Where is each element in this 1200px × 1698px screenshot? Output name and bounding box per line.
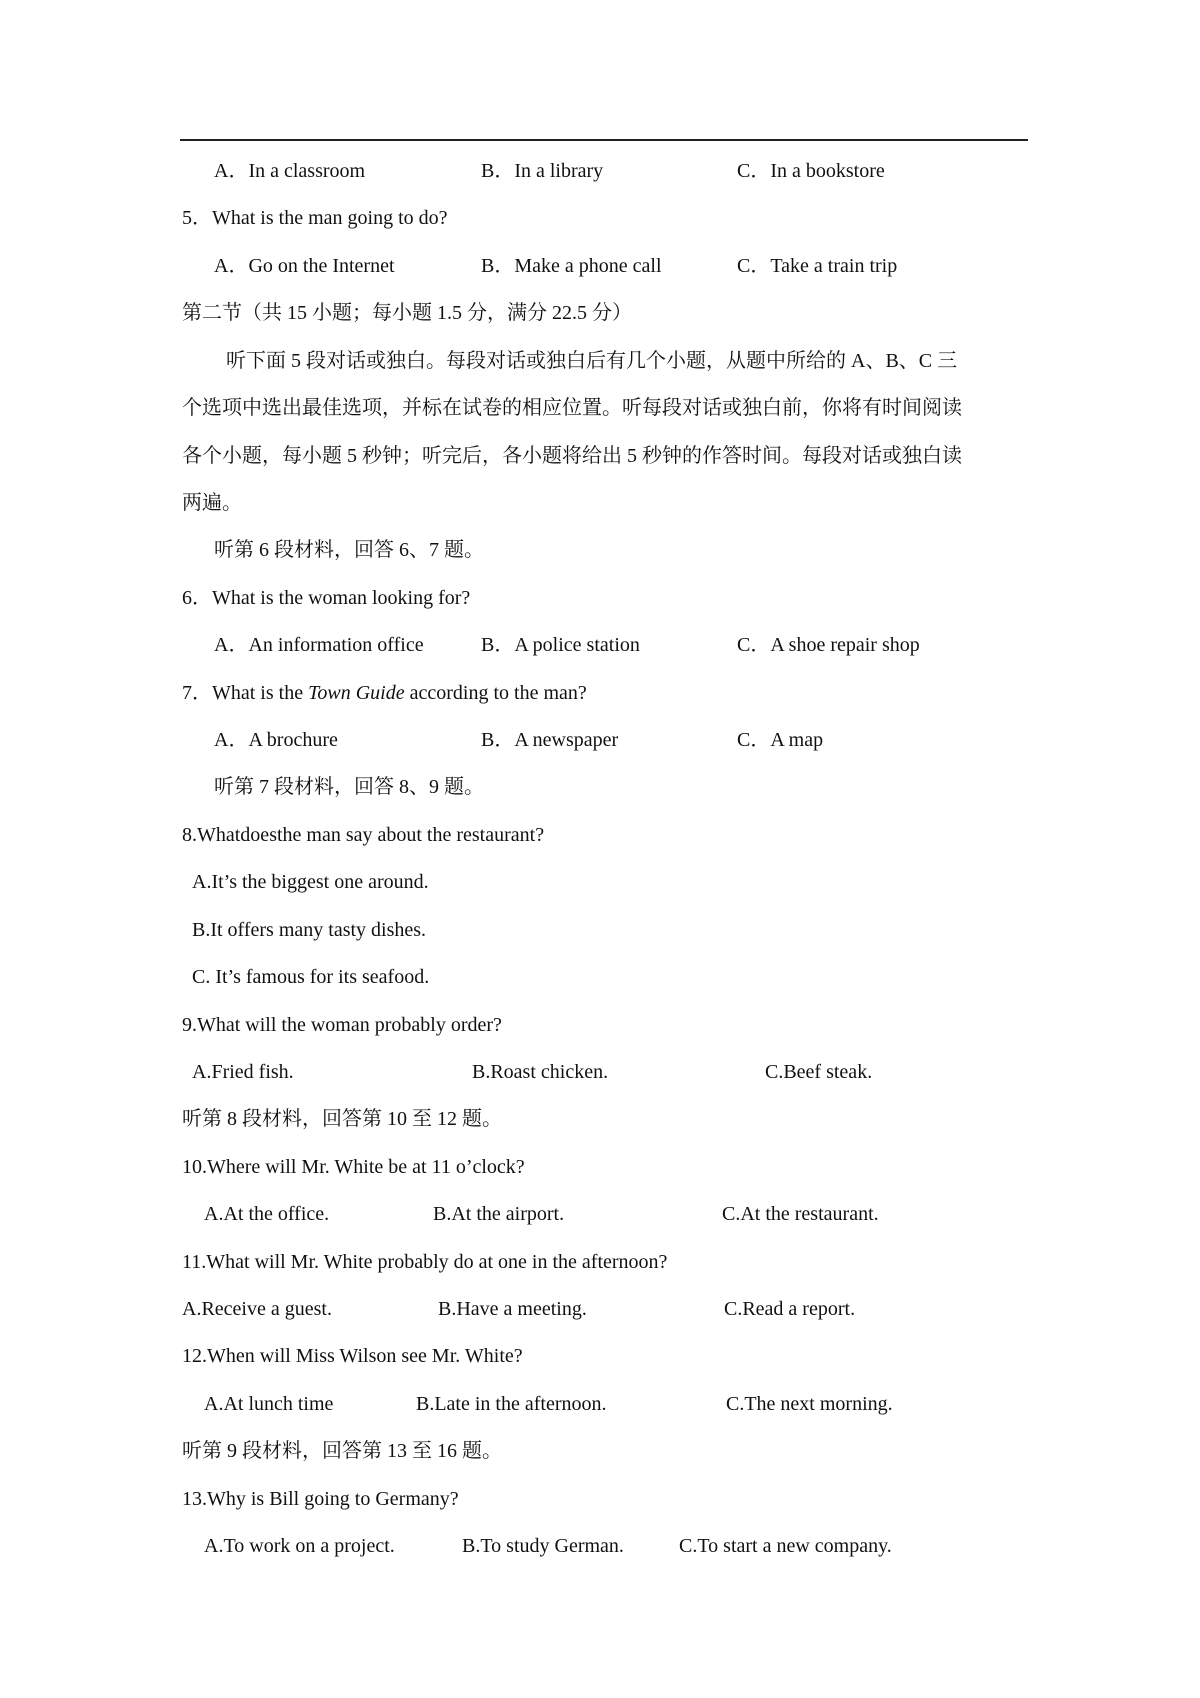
instructions-line-1: 听下面 5 段对话或独白。每段对话或独白后有几个小题，从题中所给的 A、B、C 三 bbox=[226, 350, 958, 372]
instructions-line-4: 两遍。 bbox=[182, 492, 242, 514]
passage9-note: 听第 9 段材料，回答第 13 至 16 题。 bbox=[182, 1440, 502, 1462]
q10-option-a: A.At the office. bbox=[204, 1203, 330, 1225]
q7-question-title: Town Guide bbox=[308, 682, 405, 704]
q4-option-a: A．In a classroom bbox=[214, 160, 366, 182]
q9-option-a: A.Fried fish. bbox=[192, 1061, 294, 1083]
q8-option-c: C. It’s famous for its seafood. bbox=[192, 966, 430, 988]
q13-option-b: B.To study German. bbox=[462, 1535, 624, 1557]
q9-question: 9.What will the woman probably order? bbox=[182, 1014, 502, 1036]
q8-question: 8.Whatdoesthe man say about the restaurant? bbox=[182, 824, 545, 846]
passage7-note: 听第 7 段材料，回答 8、9 题。 bbox=[214, 776, 484, 798]
q13-question: 13.Why is Bill going to Germany? bbox=[182, 1488, 459, 1510]
q5-option-c: C．Take a train trip bbox=[737, 255, 898, 277]
q6-option-b: B．A police station bbox=[481, 634, 640, 656]
q7-option-c: C．A map bbox=[737, 729, 824, 751]
q4-option-c: C．In a bookstore bbox=[737, 160, 885, 182]
section2-heading: 第二节（共 15 小题；每小题 1.5 分，满分 22.5 分） bbox=[182, 302, 632, 324]
q13-option-c: C.To start a new company. bbox=[679, 1535, 892, 1557]
header-rule bbox=[180, 139, 1028, 141]
q7-question-pre: 7．What is the bbox=[182, 682, 309, 704]
q5-question: 5．What is the man going to do? bbox=[182, 207, 448, 229]
q12-option-c: C.The next morning. bbox=[726, 1393, 893, 1415]
q6-option-c: C．A shoe repair shop bbox=[737, 634, 920, 656]
instructions-line-3: 各个小题，每小题 5 秒钟；听完后，各小题将给出 5 秒钟的作答时间。每段对话或独白读 bbox=[182, 445, 962, 467]
q11-option-c: C.Read a report. bbox=[724, 1298, 856, 1320]
q7-question bbox=[182, 681, 587, 705]
q8-option-b: B.It offers many tasty dishes. bbox=[192, 919, 427, 941]
q6-option-a: A．An information office bbox=[214, 634, 424, 656]
q5-option-b: B．Make a phone call bbox=[481, 255, 662, 277]
q4-option-b: B．In a library bbox=[481, 160, 604, 182]
q5-option-a: A．Go on the Internet bbox=[214, 255, 395, 277]
q7-option-a: A．A brochure bbox=[214, 729, 338, 751]
q10-question: 10.Where will Mr. White be at 11 o’clock? bbox=[182, 1156, 525, 1178]
q10-option-c: C.At the restaurant. bbox=[722, 1203, 879, 1225]
q11-option-a: A.Receive a guest. bbox=[182, 1298, 332, 1320]
q13-option-a: A.To work on a project. bbox=[204, 1535, 395, 1557]
q12-option-b: B.Late in the afternoon. bbox=[416, 1393, 607, 1415]
q9-option-b: B.Roast chicken. bbox=[472, 1061, 609, 1083]
q7-question-post: according to the man? bbox=[404, 682, 587, 704]
instructions-line-2: 个选项中选出最佳选项，并标在试卷的相应位置。听每段对话或独白前，你将有时间阅读 bbox=[182, 397, 962, 419]
q11-question: 11.What will Mr. White probably do at one in the afternoon? bbox=[182, 1251, 668, 1273]
passage6-note: 听第 6 段材料，回答 6、7 题。 bbox=[214, 539, 484, 561]
q8-option-a: A.It’s the biggest one around. bbox=[192, 871, 429, 893]
q11-option-b: B.Have a meeting. bbox=[438, 1298, 587, 1320]
q12-option-a: A.At lunch time bbox=[204, 1393, 334, 1415]
q9-option-c: C.Beef steak. bbox=[765, 1061, 873, 1083]
q10-option-b: B.At the airport. bbox=[433, 1203, 565, 1225]
q12-question: 12.When will Miss Wilson see Mr. White? bbox=[182, 1345, 523, 1367]
passage8-note: 听第 8 段材料，回答第 10 至 12 题。 bbox=[182, 1108, 502, 1130]
q7-option-b: B．A newspaper bbox=[481, 729, 619, 751]
q6-question: 6．What is the woman looking for? bbox=[182, 587, 471, 609]
